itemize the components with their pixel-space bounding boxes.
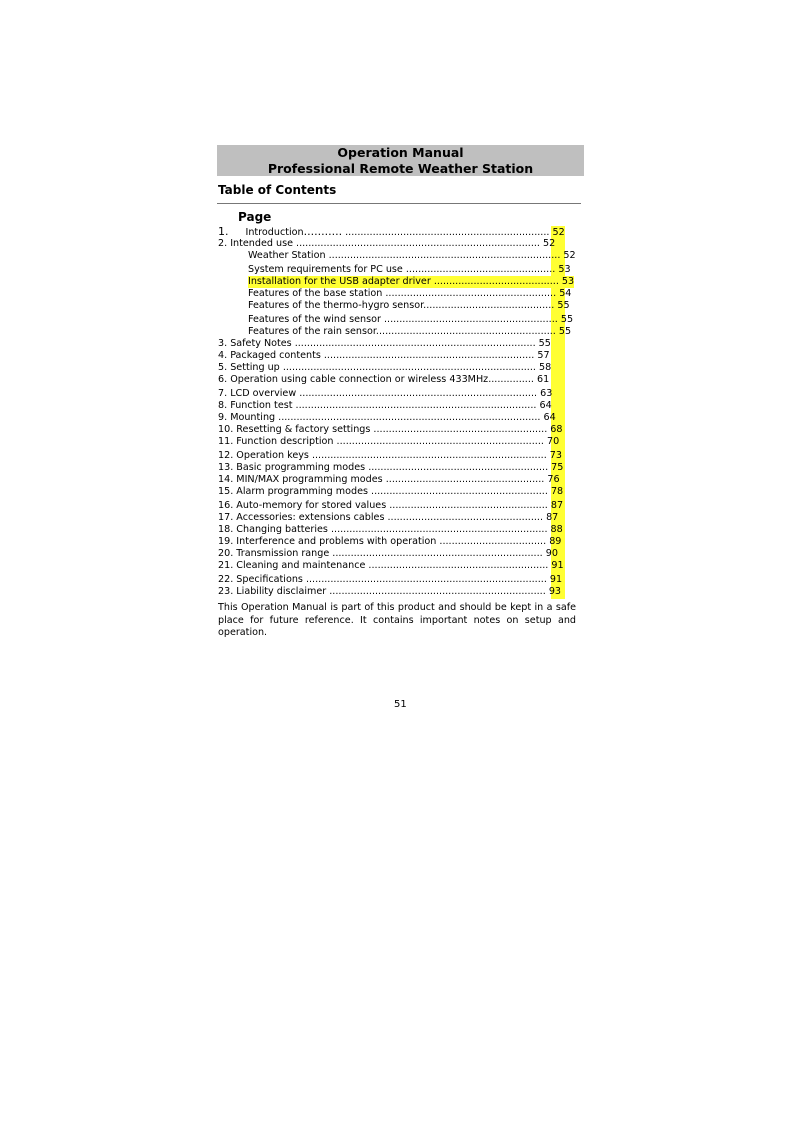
page-number: 51 xyxy=(394,699,407,710)
toc-row[interactable]: 16. Auto-memory for stored values .................................................... 87 xyxy=(218,500,564,511)
toc-row[interactable]: 13. Basic programming modes ........................................................... 75 xyxy=(218,462,564,473)
toc-row[interactable]: Weather Station ............................................................................ 52 xyxy=(248,250,576,261)
toc-row-highlighted[interactable]: Installation for the USB adapter driver ......................................... 53 xyxy=(248,276,575,287)
divider xyxy=(217,203,581,204)
intro-paragraph: This Operation Manual is part of this product and should be kept in a safe place for future reference. It contains important notes on setup and operation. xyxy=(218,602,576,638)
toc-row[interactable]: 11. Function description .................................................................... 70 xyxy=(218,436,560,447)
toc-row[interactable]: Features of the rain sensor........................................................... 55 xyxy=(248,326,572,337)
toc-row[interactable]: System requirements for PC use ................................................. 53 xyxy=(248,264,571,275)
toc-row[interactable]: 2. Intended use ................................................................................ 52 xyxy=(218,238,556,249)
toc-row[interactable]: 17. Accessories: extensions cables ................................................... 87 xyxy=(218,512,559,523)
toc-intro-tail: ................................................................... 52 xyxy=(342,227,565,238)
toc-row[interactable]: 10. Resetting & factory settings ......................................................... 68 xyxy=(218,424,563,435)
manual-header xyxy=(217,145,584,176)
toc-intro-dots: ........... xyxy=(303,225,343,238)
toc-row[interactable]: 23. Liability disclaimer ....................................................................... 93 xyxy=(218,586,562,597)
toc-row[interactable]: Features of the wind sensor ......................................................... 55 xyxy=(248,314,574,325)
header-title: Operation Manual xyxy=(337,145,464,160)
toc-intro-label: Introduction xyxy=(245,227,304,238)
toc-row[interactable]: 3. Safety Notes ............................................................................... 55 xyxy=(218,338,551,349)
toc-row[interactable]: 15. Alarm programming modes .......................................................... 78 xyxy=(218,486,564,497)
page-column-label: Page xyxy=(238,210,272,224)
toc-row[interactable]: 14. MIN/MAX programming modes .................................................... 76 xyxy=(218,474,560,485)
toc-row[interactable]: 6. Operation using cable connection or wireless 433MHz............... 61 xyxy=(218,374,550,385)
toc-row[interactable]: 8. Function test ............................................................................... 64 xyxy=(218,400,552,411)
toc-row[interactable]: 22. Specifications ............................................................................... 91 xyxy=(218,574,563,585)
toc-row[interactable]: 5. Setting up ................................................................................... 58 xyxy=(218,362,552,373)
toc-row[interactable]: Features of the thermo-hygro sensor........................................... 55 xyxy=(248,300,570,311)
toc-row[interactable]: Features of the base station ........................................................ 54 xyxy=(248,288,572,299)
toc-row[interactable]: 21. Cleaning and maintenance ........................................................... 91 xyxy=(218,560,564,571)
toc-row[interactable]: 12. Operation keys ............................................................................. 73 xyxy=(218,450,563,461)
toc-row[interactable]: 20. Transmission range ..................................................................... 90 xyxy=(218,548,558,559)
toc-row[interactable]: 18. Changing batteries ....................................................................... 88 xyxy=(218,524,563,535)
toc-title: Table of Contents xyxy=(218,183,337,197)
toc-intro-number: 1. xyxy=(218,225,229,238)
toc-row[interactable]: 9. Mounting ...................................................................................... 64 xyxy=(218,412,556,423)
toc-row[interactable]: 7. LCD overview .............................................................................. 63 xyxy=(218,388,553,399)
header-subtitle: Professional Remote Weather Station xyxy=(267,160,534,176)
toc-row[interactable]: 19. Interference and problems with operation ................................... 89 xyxy=(218,536,562,547)
toc-row[interactable]: 4. Packaged contents ..................................................................... 57 xyxy=(218,350,550,361)
